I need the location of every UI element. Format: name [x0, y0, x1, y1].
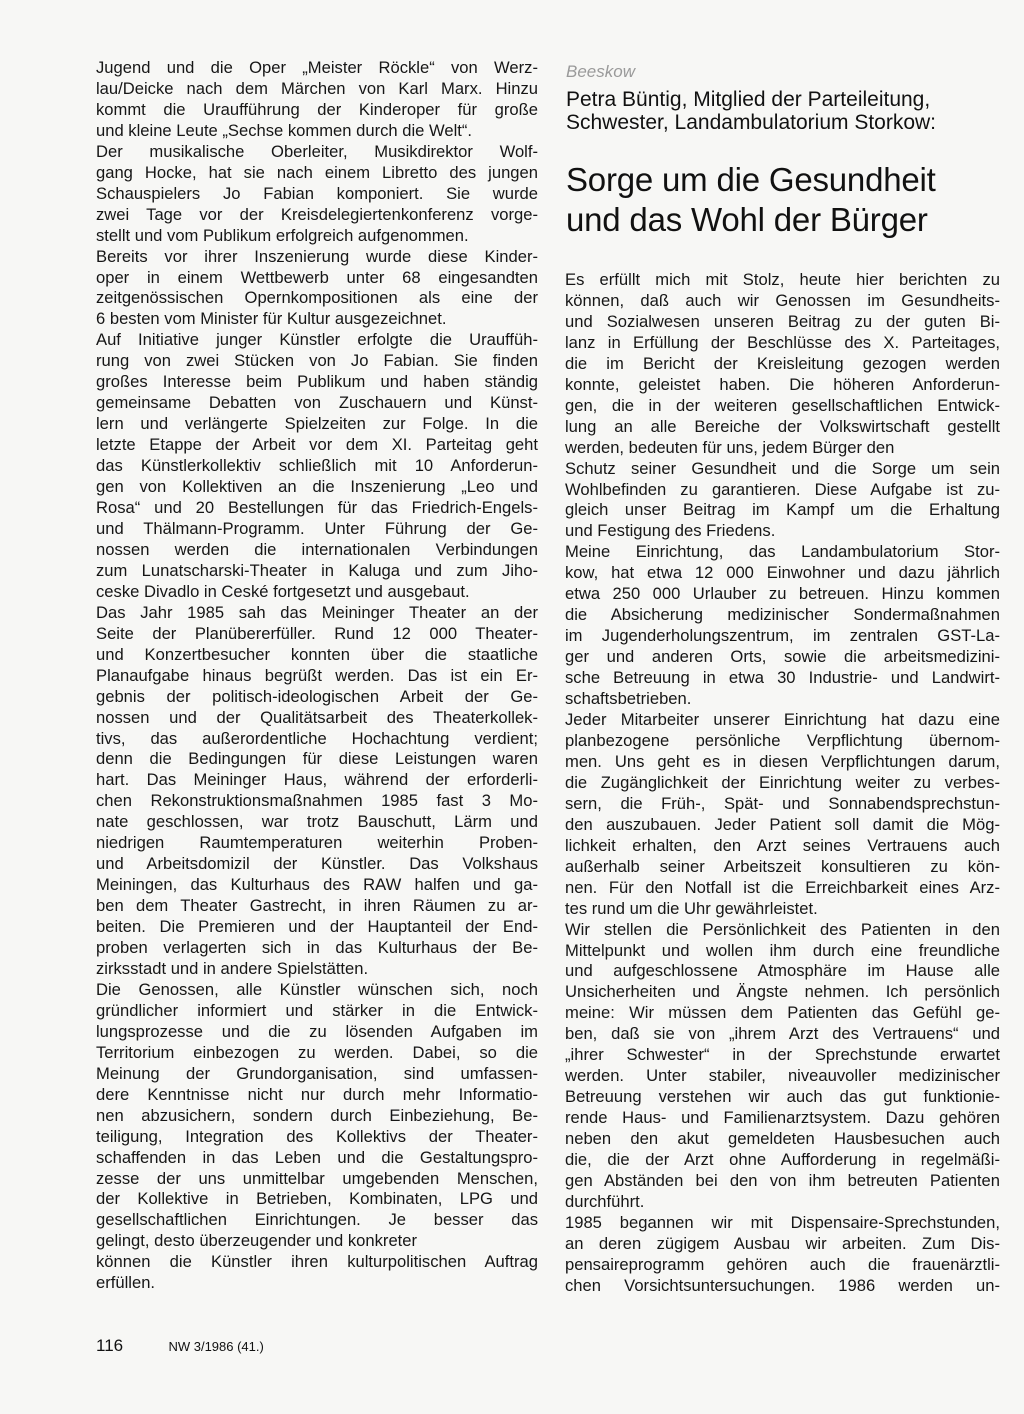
text-line: nossen und der Qualitätsarbeit des Theaterkollek- [96, 707, 538, 727]
text-line: 1985 begannen wir mit Dispensaire-Sprechstunden, [565, 1212, 1000, 1232]
text-line: Mittelpunkt und wollen ihm durch eine freundliche [565, 940, 1000, 960]
right-column [560, 58, 1000, 1297]
text-line: können die Künstler ihren kulturpolitischen Auftrag [96, 1252, 538, 1272]
text-line: an deren zügigem Ausbau wir arbeiten. Zum Dis- [565, 1233, 1000, 1253]
text-line: beiten. Die Premieren und der Hauptanteil der End- [96, 917, 538, 937]
text-line: erfüllen. [96, 1273, 156, 1293]
text-line: und Thälmann-Programm. Unter Führung der Ge- [96, 518, 538, 538]
text-line: neben den akut gemeldeten Hausbesuchen auch [565, 1129, 1000, 1149]
text-line: Jugend und die Oper „Meister Röckle“ von Werz- [96, 58, 538, 77]
text-line: im Jugenderholungszentrum, im zentralen GST-La- [565, 626, 1000, 646]
text-line: nossen werden die internationalen Verbindungen [96, 539, 538, 559]
text-line: durchführt. [565, 1191, 645, 1211]
text-line: ceske Divadlo in Ceské fortgesetzt und ausgebaut. [96, 581, 470, 601]
text-line: Betreuung verstehen wir auch das gut funktionie- [565, 1087, 1000, 1107]
text-line: men. Uns geht es in diesen Verpflichtungen darum, [565, 751, 1000, 771]
text-line: chen Vorsichtsuntersuchungen. 1986 werden un- [565, 1275, 1000, 1295]
text-line: nen abzusichern, sondern durch Einbeziehung, Be- [96, 1105, 538, 1125]
text-line: schaftsbetrieben. [565, 689, 692, 709]
text-line: denn die Bedingungen für diese Leistungen waren [96, 749, 538, 769]
page-number: 116 [96, 1336, 124, 1355]
text-line: lanz in Erfüllung der Beschlüsse des X. Parteitages, [565, 332, 1000, 352]
text-line: lungsprozesse und die zu lösenden Aufgaben im [96, 1021, 538, 1041]
text-line: den auszubauen. Jeder Patient soll damit die Mög- [565, 814, 1000, 834]
text-line: Territorium einbezogen zu werden. Dabei, so die [96, 1042, 538, 1062]
text-line: 6 besten vom Minister für Kultur ausgezeichnet. [96, 309, 447, 329]
text-line: pensaireprogramm gehören auch die frauenärztli- [565, 1254, 1000, 1274]
text-line: lau/Deicke nach dem Märchen von Karl Marx. Hinzu [96, 78, 538, 98]
text-line: Auf Initiative junger Künstler erfolgte die Urauffüh- [96, 330, 538, 350]
text-line: und Konzertbesucher konnten über die staatliche [96, 644, 538, 664]
text-line: Schutz seiner Gesundheit und die Sorge um sein [565, 458, 1000, 478]
byline [566, 88, 1000, 134]
text-line: planbezogene persönliche Verpflichtung übernom- [565, 730, 1000, 750]
text-line: und Sozialwesen unseren Beitrag zu der guten Bi- [565, 311, 1000, 331]
text-line: können, daß auch wir Genossen im Gesundheits- [565, 290, 1000, 310]
text-line: gang Hocke, hat sie nach einem Libretto des jungen [96, 162, 538, 182]
text-line: Seite der Planübererfüller. Rund 12 000 Theater- [96, 623, 538, 643]
text-line: zirksstadt und in andere Spielstätten. [96, 958, 369, 978]
text-line: niedrigen Raumtemperaturen weiterhin Proben- [96, 833, 538, 853]
text-line: Bereits vor ihrer Inszenierung wurde diese Kinder- [96, 246, 538, 266]
text-line: lichkeit erhalten, den Arzt seines Vertrauens auch [565, 835, 1000, 855]
headline-line: Sorge um die Gesundheit [566, 161, 936, 198]
text-line: der Kollektive in Betrieben, Kombinaten, LPG und [96, 1189, 538, 1209]
text-line: hart. Das Meininger Haus, während der erforderli- [96, 770, 538, 790]
kicker-location: Beeskow [566, 62, 635, 81]
text-line: ben dem Theater Gastrecht, in ihren Räumen zu ar- [96, 896, 538, 916]
text-line: lung an alle Bereiche der Volkswirtschaft gestellt [565, 416, 1000, 436]
left-body-text [96, 58, 538, 1294]
text-line: kow, hat etwa 12 000 Einwohner und dazu jährlich [565, 563, 1000, 583]
text-line: schaffenden in das Leben und die Gestaltungspro- [96, 1147, 538, 1167]
text-line: chen Rekonstruktionsmaßnahmen 1985 fast 3 Mo- [96, 791, 538, 811]
text-line: werden, bedeuten für uns, jedem Bürger den [565, 437, 895, 457]
text-line: zesse der uns unmittelbar umgebenden Menschen, [96, 1168, 538, 1188]
text-line: dere Kenntnisse nicht nur durch mehr Informatio- [96, 1084, 538, 1104]
text-line: Wohlbefinden zu garantieren. Diese Aufgabe ist zu- [565, 479, 1000, 499]
text-line: Meine Einrichtung, das Landambulatorium Stor- [565, 542, 1000, 562]
text-line: lern und verlängerte Spielzeiten zur Folge. In die [96, 414, 538, 434]
text-line: meine: Wir müssen dem Patienten das Gefühl ge- [565, 1003, 1000, 1023]
text-line: Rosa“ und 20 Bestellungen für das Friedrich-Engels- [96, 498, 538, 518]
text-line: letzte Etappe der Arbeit vor dem XI. Parteitag geht [96, 435, 538, 455]
text-line: nate geschlossen, war trotz Bauschutt, Lärm und [96, 812, 538, 832]
text-line: gen von Kollektiven an die Inszenierung „Leo und [96, 477, 538, 497]
text-line: gleich unser Beitrag im Kampf um die Erhaltung [565, 500, 1000, 520]
text-line: tes rund um die Uhr gewährleistet. [565, 898, 818, 918]
text-line: ger und anderen Orts, sowie die arbeitsmedizini- [565, 647, 1000, 667]
left-column [96, 58, 538, 1294]
text-line: Schauspielers Jo Fabian komponiert. Sie wurde [96, 183, 538, 203]
text-line: Jeder Mitarbeiter unserer Einrichtung hat dazu eine [565, 710, 1000, 730]
article-headline [566, 160, 1000, 240]
text-line: die, die der Arzt ohne Aufforderung in regelmäßi- [565, 1150, 1000, 1170]
text-line: Der musikalische Oberleiter, Musikdirektor Wolf- [96, 141, 538, 161]
text-line: rende Haus- und Familienarztsystem. Dazu gehören [565, 1108, 1000, 1128]
text-line: Unsicherheiten und Ängste nehmen. Ich persönlich [565, 982, 1000, 1002]
text-line: etwa 250 000 Urlauber zu betreuen. Hinzu kommen [565, 584, 1000, 604]
text-line: Meinung der Grundorganisation, sind umfassen- [96, 1063, 538, 1083]
text-line: die Zugänglichkeit der Einrichtung weiter zu verbes- [565, 772, 1000, 792]
text-line: kommt die Uraufführung der Kinderoper für große [96, 99, 538, 119]
text-line: tivs, das außerordentliche Hochachtung verdient; [96, 728, 538, 748]
text-line: proben verlagerten sich in das Kulturhaus der Be- [96, 938, 538, 958]
text-line: die Absicherung medizinischer Sondermaßnahmen [565, 605, 1000, 625]
text-line: „ihrer Schwester“ in der Sprechstunde erwartet [565, 1045, 1000, 1065]
byline-line: Petra Büntig, Mitglied der Parteileitung, [566, 88, 931, 111]
text-line: gebnis der politisch-ideologischen Arbeit der Ge- [96, 686, 538, 706]
text-line: Es erfüllt mich mit Stolz, heute hier berichten zu [565, 270, 1000, 289]
page-footer [96, 1336, 264, 1356]
byline-line: Schwester, Landambulatorium Storkow: [566, 111, 937, 134]
text-line: gen, die in der weiteren gesellschaftlichen Entwick- [565, 395, 1000, 415]
text-line: gemeinsame Debatten von Zuschauern und Künst- [96, 393, 538, 413]
text-line: großes Interesse beim Publikum und haben ständig [96, 372, 538, 392]
text-line: teiligung, Integration des Kollektivs der Theater- [96, 1126, 538, 1146]
text-line: gelingt, desto überzeugender und konkreter [96, 1231, 418, 1251]
text-line: außerhalb seiner Arbeitszeit konsultieren zu kön- [565, 856, 1000, 876]
text-line: gesellschaftlichen Einrichtungen. Je besser das [96, 1210, 538, 1230]
text-line: Das Jahr 1985 sah das Meininger Theater an der [96, 602, 538, 622]
headline-line: und das Wohl der Bürger [566, 201, 928, 238]
text-line: die im Bericht der Kreisleitung gezogen werden [565, 353, 1000, 373]
text-line: und kleine Leute „Sechse kommen durch die Welt“. [96, 120, 473, 140]
issue-info: NW 3/1986 (41.) [168, 1339, 264, 1354]
text-line: Die Genossen, alle Künstler wünschen sich, noch [96, 979, 538, 999]
text-line: und aufgeschlossene Atmosphäre im Hause alle [565, 961, 1000, 981]
right-body-text [565, 270, 1000, 1297]
text-line: Meiningen, das Kulturhaus des RAW halfen und ga- [96, 875, 538, 895]
text-line: gründlicher informiert und stärker in die Entwick- [96, 1000, 538, 1020]
text-line: werden. Unter stabiler, niveauvoller medizinischer [565, 1066, 1000, 1086]
text-line: ben, daß sie von „ihrem Arzt des Vertrauens“ und [565, 1024, 1000, 1044]
text-line: zum Lunatscharski-Theater in Kaluga und zum Jiho- [96, 560, 538, 580]
text-line: Planaufgabe hinaus begrüßt werden. Das ist ein Er- [96, 665, 538, 685]
text-line: oper in einem Wettbewerb unter 68 eingesandten [96, 267, 538, 287]
text-line: das Künstlerkollektiv schließlich mit 10 Anforderun- [96, 456, 538, 476]
text-line: und Festigung des Friedens. [565, 521, 776, 541]
text-line: zeitgenössischen Opernkompositionen als eine der [96, 288, 538, 308]
text-line: stellt und vom Publikum erfolgreich aufgenommen. [96, 225, 469, 245]
text-line: zwei Tage vor der Kreisdelegiertenkonferenz vorge- [96, 204, 538, 224]
text-line: und Arbeitsdomizil der Künstler. Das Volkshaus [96, 854, 538, 874]
text-line: sern, die Früh-, Spät- und Sonnabendsprechstun- [565, 793, 1000, 813]
text-line: Wir stellen die Persönlichkeit des Patienten in den [565, 919, 1000, 939]
text-line: nen. Für den Notfall ist die Erreichbarkeit eines Arz- [565, 877, 1000, 897]
text-line: rung von zwei Stücken von Jo Fabian. Sie finden [96, 351, 538, 371]
text-line: gen Abständen bei den von ihm betreuten Patienten [565, 1170, 1000, 1190]
text-line: sche Betreuung in etwa 30 Industrie- und Landwirt- [565, 668, 1000, 688]
text-line: konnte, geleistet haben. Die höheren Anforderun- [565, 374, 1000, 394]
